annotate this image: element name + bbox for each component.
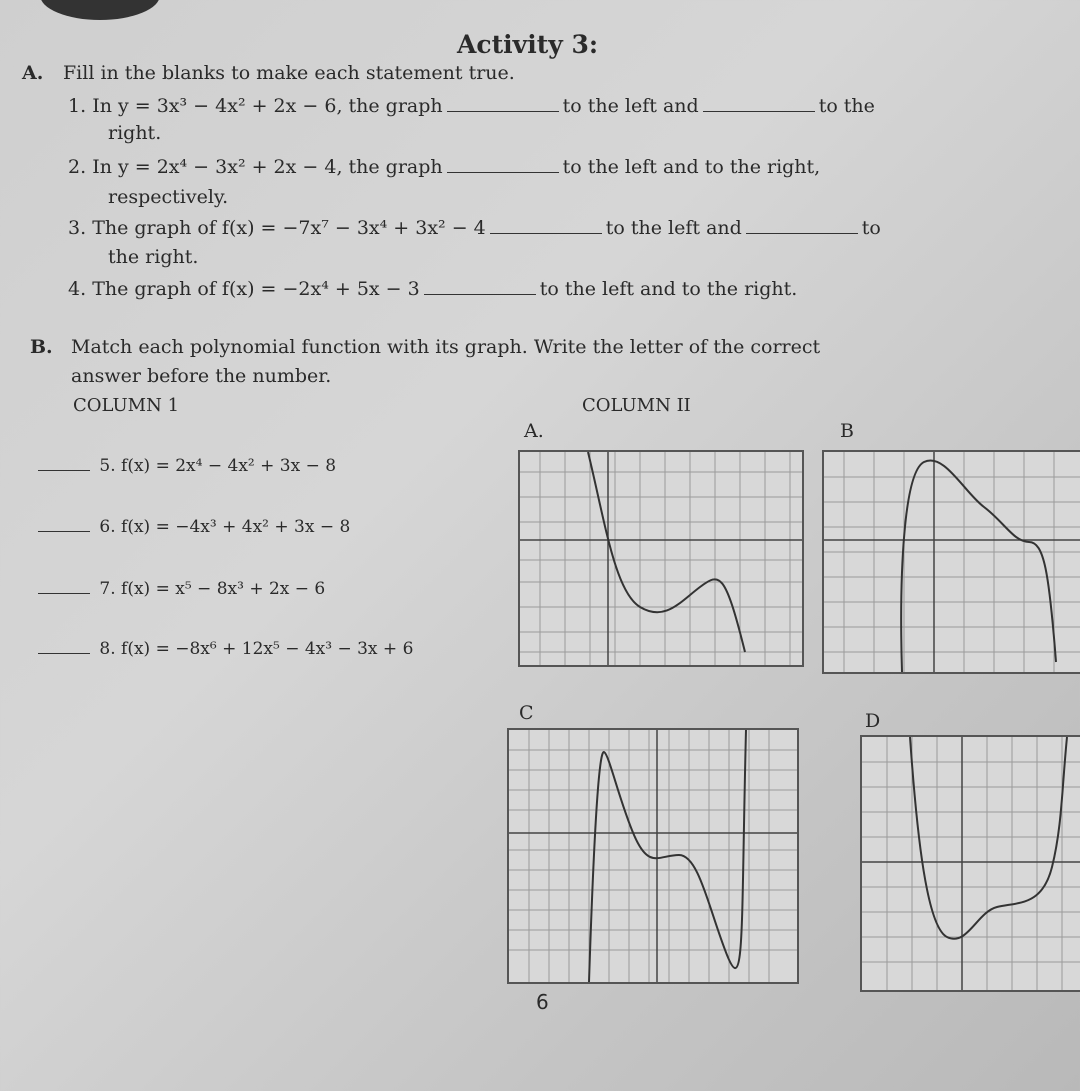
item-3: 3. The graph of f(x) = −7x⁷ − 3x⁴ + 3x² − 4 to the left and to	[68, 217, 881, 239]
match-item-5: 5. f(x) = 2x⁴ − 4x² + 3x − 8	[34, 454, 336, 476]
item-1-cont: right.	[108, 122, 162, 144]
graph-a-curve	[588, 452, 745, 652]
blank[interactable]	[703, 95, 815, 112]
blank[interactable]	[38, 515, 90, 532]
item-3-cont: the right.	[108, 246, 199, 268]
graph-d	[860, 735, 1080, 992]
column-1-header: COLUMN 1	[73, 395, 180, 416]
blank[interactable]	[38, 577, 90, 594]
graph-c-label: C	[519, 702, 534, 724]
part-a-label: A.	[22, 62, 44, 84]
part-b-instruction-cont: answer before the number.	[71, 365, 332, 387]
blank[interactable]	[746, 217, 858, 234]
part-b-label: B.	[30, 336, 53, 358]
graph-b-label: B	[840, 420, 854, 442]
part-b-instruction: Match each polynomial function with its graph. Write the letter of the correct	[71, 336, 821, 358]
match-item-6: 6. f(x) = −4x³ + 4x² + 3x − 8	[34, 515, 350, 537]
blank[interactable]	[490, 217, 602, 234]
item-1: 1. In y = 3x³ − 4x² + 2x − 6, the graph to the left and to the	[68, 95, 875, 117]
graph-c	[507, 728, 799, 984]
part-a-instruction: Fill in the blanks to make each statement true.	[63, 62, 515, 84]
item-4: 4. The graph of f(x) = −2x⁴ + 5x − 3 to the left and to the right.	[68, 278, 798, 300]
blank[interactable]	[447, 156, 559, 173]
column-2-header: COLUMN II	[582, 395, 691, 416]
page-number: 6	[536, 990, 549, 1014]
graph-d-label: D	[865, 710, 881, 732]
graph-b-curve	[901, 460, 1056, 672]
graph-a-label: A.	[524, 420, 544, 442]
activity-title: Activity 3:	[457, 30, 599, 59]
match-item-8: 8. f(x) = −8x⁶ + 12x⁵ − 4x³ − 3x + 6	[34, 637, 413, 659]
item-2-cont: respectively.	[108, 186, 229, 208]
graph-b	[822, 450, 1080, 674]
graph-a	[518, 450, 804, 667]
blank[interactable]	[38, 454, 90, 471]
blank[interactable]	[447, 95, 559, 112]
graph-c-curve	[589, 730, 746, 982]
graph-d-curve	[910, 737, 1067, 939]
blank[interactable]	[38, 637, 90, 654]
item-2: 2. In y = 2x⁴ − 3x² + 2x − 4, the graph to the left and to the right,	[68, 156, 821, 178]
match-item-7: 7. f(x) = x⁵ − 8x³ + 2x − 6	[34, 577, 325, 599]
photo-shadow	[40, 0, 160, 20]
blank[interactable]	[424, 278, 536, 295]
